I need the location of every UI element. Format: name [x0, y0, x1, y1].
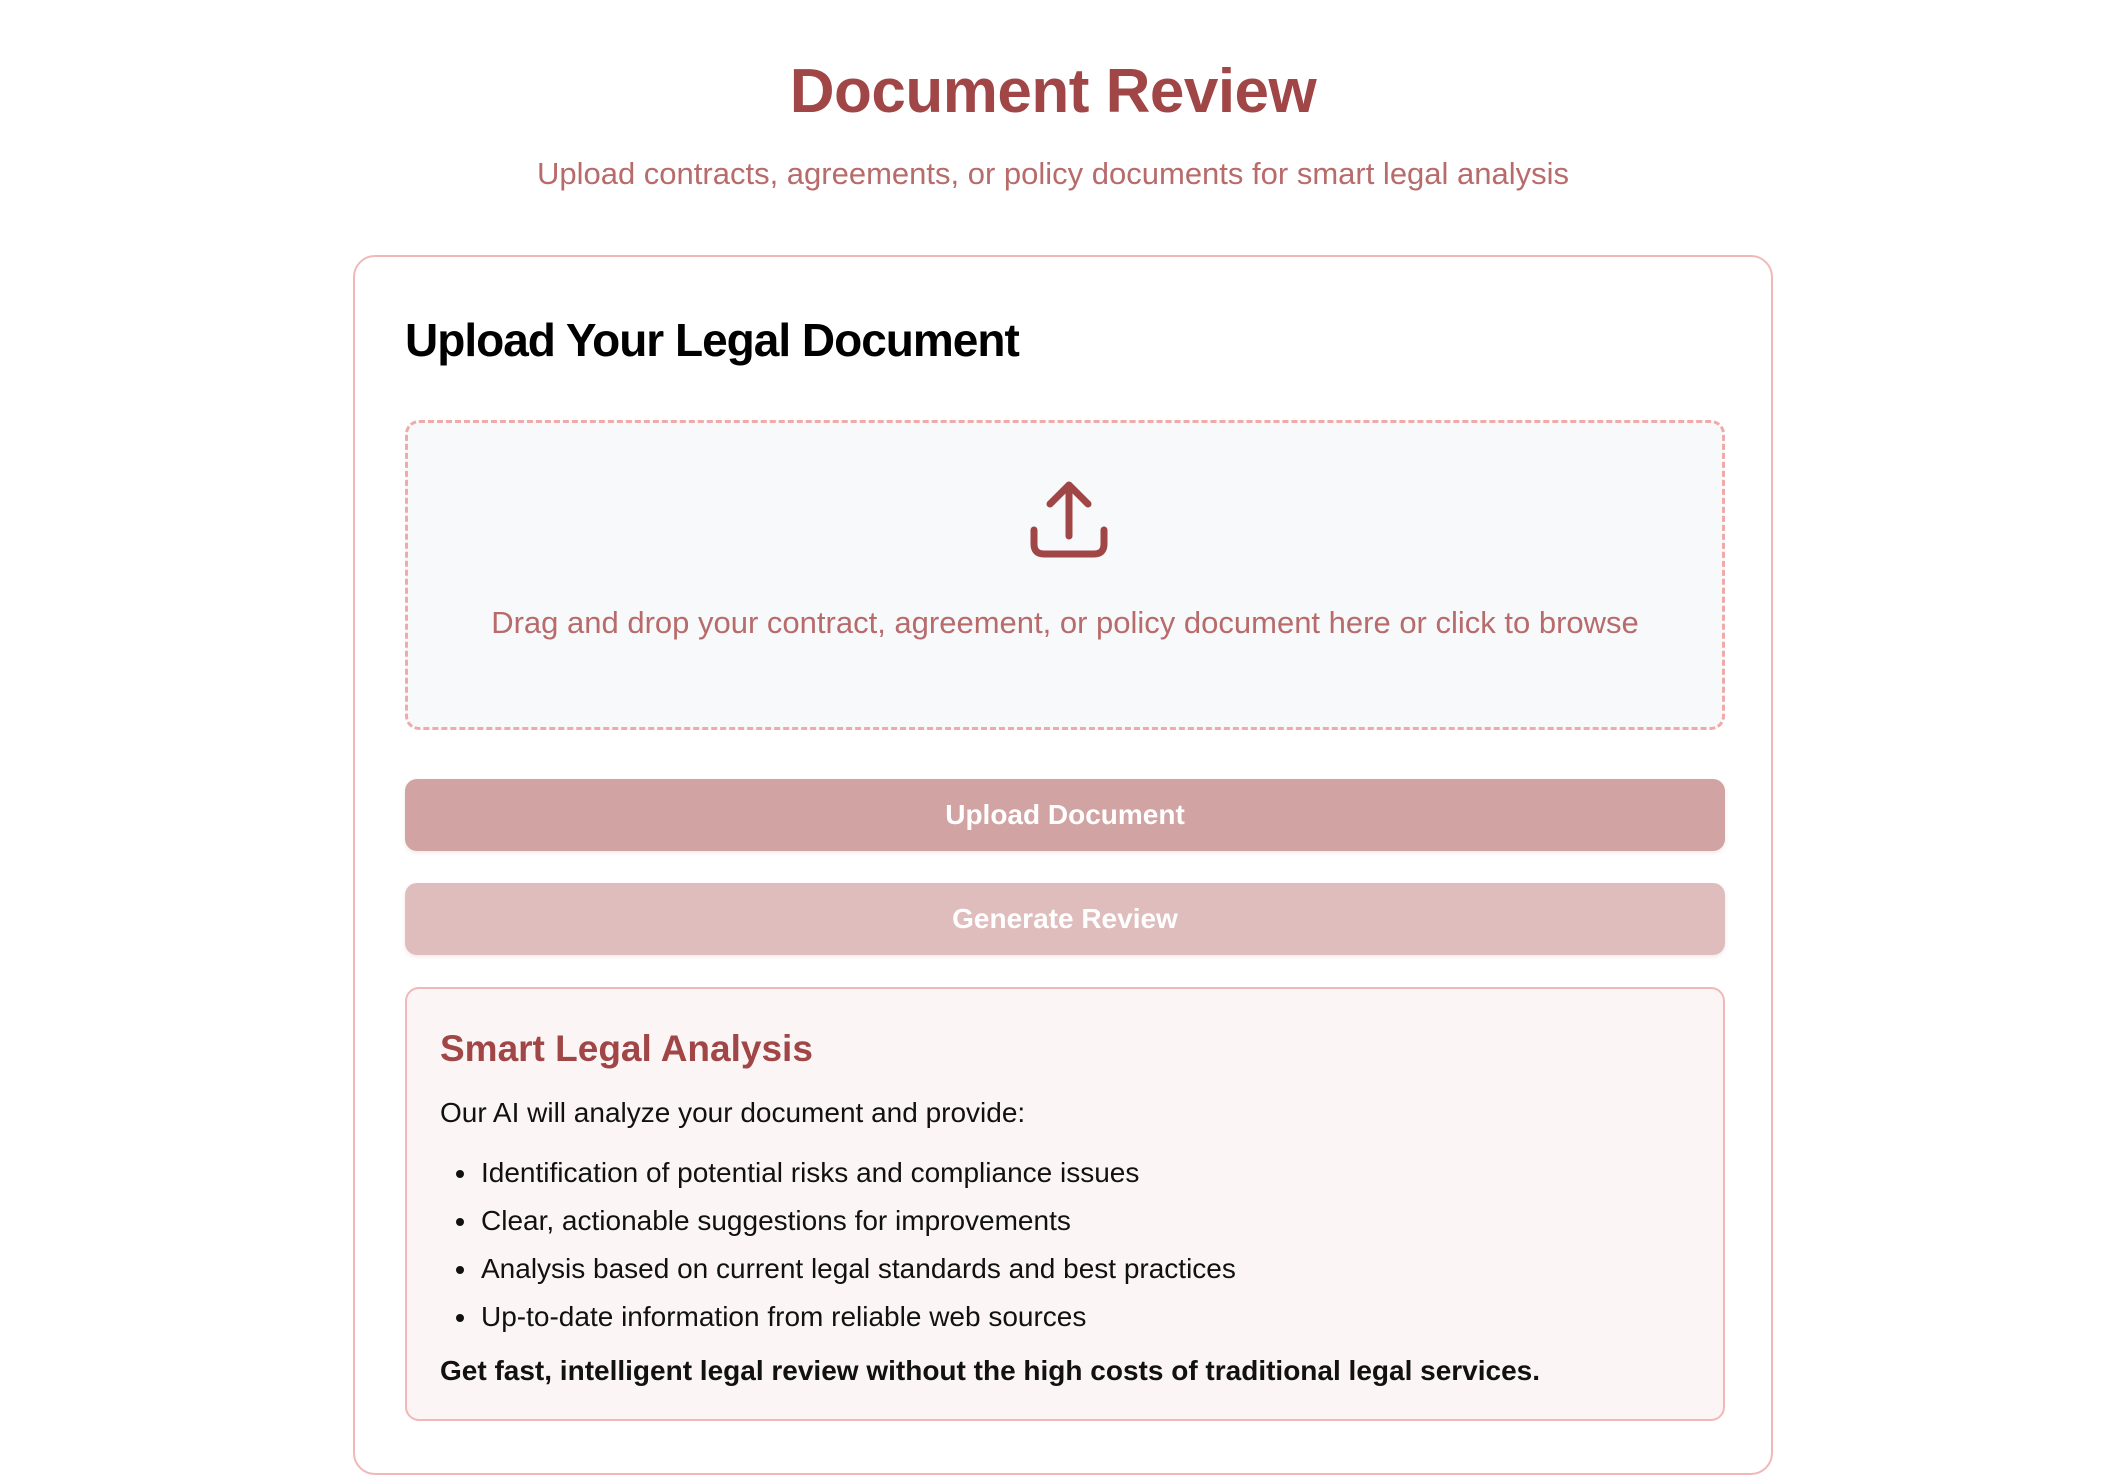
page-title: Document Review	[789, 57, 1317, 126]
upload-card-title: Upload Your Legal Document	[405, 314, 1019, 366]
info-footer: Get fast, intelligent legal review without the high costs of traditional legal services.	[440, 1355, 1541, 1386]
generate-review-button[interactable]: Generate Review	[405, 883, 1725, 955]
list-item: • Identification of potential risks and compliance issues	[479, 1149, 1236, 1197]
file-dropzone[interactable]	[405, 420, 1725, 730]
list-item: • Up-to-date information from reliable web sources	[479, 1293, 1236, 1341]
info-title: Smart Legal Analysis	[440, 1028, 813, 1069]
dropzone-instructions: Drag and drop your contract, agreement, or policy document here or click to browse	[491, 605, 1639, 640]
upload-icon	[1028, 478, 1110, 560]
list-item: • Analysis based on current legal standards and best practices	[479, 1245, 1236, 1293]
list-item: • Clear, actionable suggestions for improvements	[479, 1197, 1236, 1245]
feature-list	[440, 1149, 1236, 1341]
upload-document-button[interactable]: Upload Document	[405, 779, 1725, 851]
page-header	[0, 52, 2106, 194]
info-intro: Our AI will analyze your document and provide:	[440, 1097, 1026, 1128]
upload-card	[353, 255, 1773, 1475]
smart-legal-analysis-info	[405, 987, 1725, 1421]
page-subtitle: Upload contracts, agreements, or policy documents for smart legal analysis	[536, 156, 1570, 191]
